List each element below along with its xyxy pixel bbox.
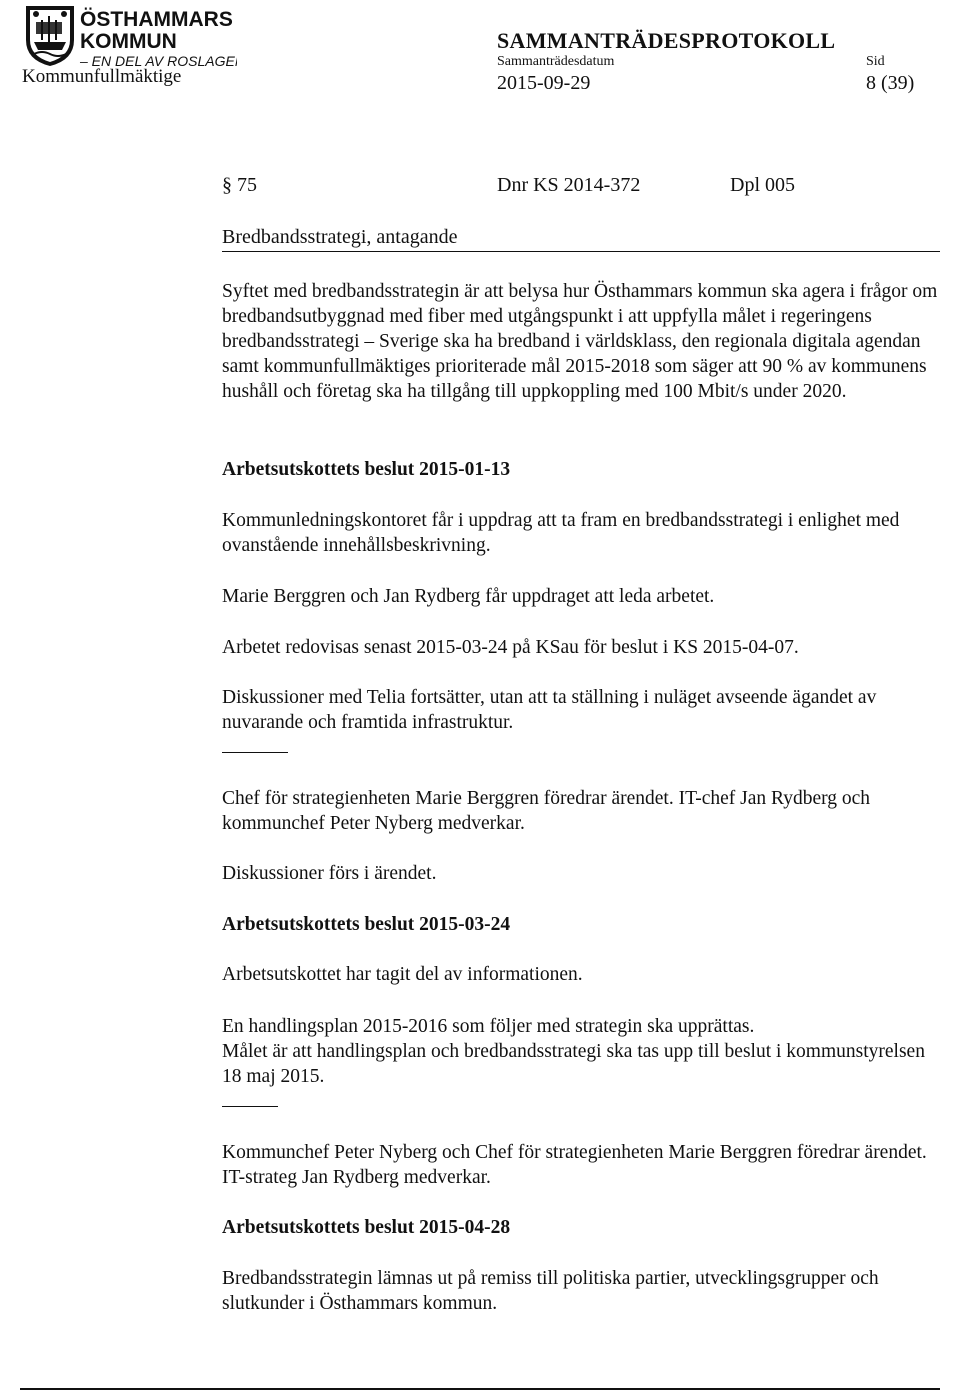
footer-rule bbox=[20, 1388, 940, 1390]
meeting-date: 2015-09-29 bbox=[497, 72, 591, 94]
municipality-logo bbox=[22, 4, 237, 68]
logo-org-line2: KOMMUN bbox=[80, 30, 177, 53]
heading-decision-2015-04-28: Arbetsutskottets beslut 2015-04-28 bbox=[222, 1217, 511, 1238]
page-label: Sid bbox=[866, 54, 885, 69]
section-subject: Bredbandsstrategi, antagande bbox=[222, 226, 458, 248]
body-name: Kommunfullmäktige bbox=[22, 66, 182, 87]
heading-decision-2015-03-24: Arbetsutskottets beslut 2015-03-24 bbox=[222, 914, 511, 935]
document-title: SAMMANTRÄDESPROTOKOLL bbox=[497, 28, 836, 53]
date-label: Sammanträdesdatum bbox=[497, 54, 615, 69]
page-number: 8 (39) bbox=[866, 72, 915, 94]
paragraph-leaders: Marie Berggren och Jan Rydberg får uppdraget att leda arbetet. bbox=[222, 586, 715, 607]
paragraph-informed: Arbetsutskottet har tagit del av informationen. bbox=[222, 964, 583, 985]
paragraph-assignment: Kommunledningskontoret får i uppdrag att ta fram en bredbandsstrategi i enlighet med ovanstående innehållsbeskrivning. bbox=[222, 510, 900, 556]
dpl-number: Dpl 005 bbox=[730, 174, 795, 196]
section-number: § 75 bbox=[222, 174, 257, 196]
diary-number: Dnr KS 2014-372 bbox=[497, 174, 641, 196]
logo-org-line1: ÖSTHAMMARS bbox=[80, 8, 233, 31]
paragraph-telia: Diskussioner med Telia fortsätter, utan att ta ställning i nuläget avseende ägandet av nuvarande och framtida infrastruktur. bbox=[222, 687, 877, 733]
paragraph-discussion: Diskussioner förs i ärendet. bbox=[222, 863, 437, 884]
paragraph-purpose: Syftet med bredbandsstrategin är att belysa hur Östhammars kommun ska agera i frågor om bredbandsutbyggnad med fiber med utgångspunkt i att uppfylla målet i regeringens bredbandsstrategi – Sverige ska ha bredband i världsklass, den regionala digitala agendan samt kommunfullmäktiges prioriterade mål 2015-2018 som säger att 90 % av kommunens hushåll och företag ska ha tillgång till uppkoppling med 100 Mbit/s under 2020. bbox=[222, 281, 938, 402]
paragraph-referral: Bredbandsstrategin lämnas ut på remiss till politiska partier, utvecklingsgrupper och slutkunder i Östhammars kommun. bbox=[222, 1268, 879, 1314]
separator-line-1 bbox=[222, 752, 288, 753]
paragraph-reporting: Arbetet redovisas senast 2015-03-24 på KSau för beslut i KS 2015-04-07. bbox=[222, 637, 799, 658]
subject-underline bbox=[222, 251, 940, 252]
heading-decision-2015-01-13: Arbetsutskottets beslut 2015-01-13 bbox=[222, 459, 511, 480]
paragraph-goal: Målet är att handlingsplan och bredbandsstrategi ska tas upp till beslut i kommunstyrelsen 18 maj 2015. bbox=[222, 1041, 925, 1087]
paragraph-presenters-2: Kommunchef Peter Nyberg och Chef för strategienheten Marie Berggren föredrar ärendet. IT-strateg Jan Rydberg medverkar. bbox=[222, 1142, 927, 1188]
paragraph-presenters-1: Chef för strategienheten Marie Berggren föredrar ärendet. IT-chef Jan Rydberg och kommunchef Peter Nyberg medverkar. bbox=[222, 788, 871, 834]
paragraph-action-plan: En handlingsplan 2015-2016 som följer med strategin ska upprättas. bbox=[222, 1016, 755, 1037]
logo-tagline: – EN DEL AV ROSLAGEN bbox=[80, 53, 237, 68]
separator-line-2 bbox=[222, 1106, 278, 1107]
